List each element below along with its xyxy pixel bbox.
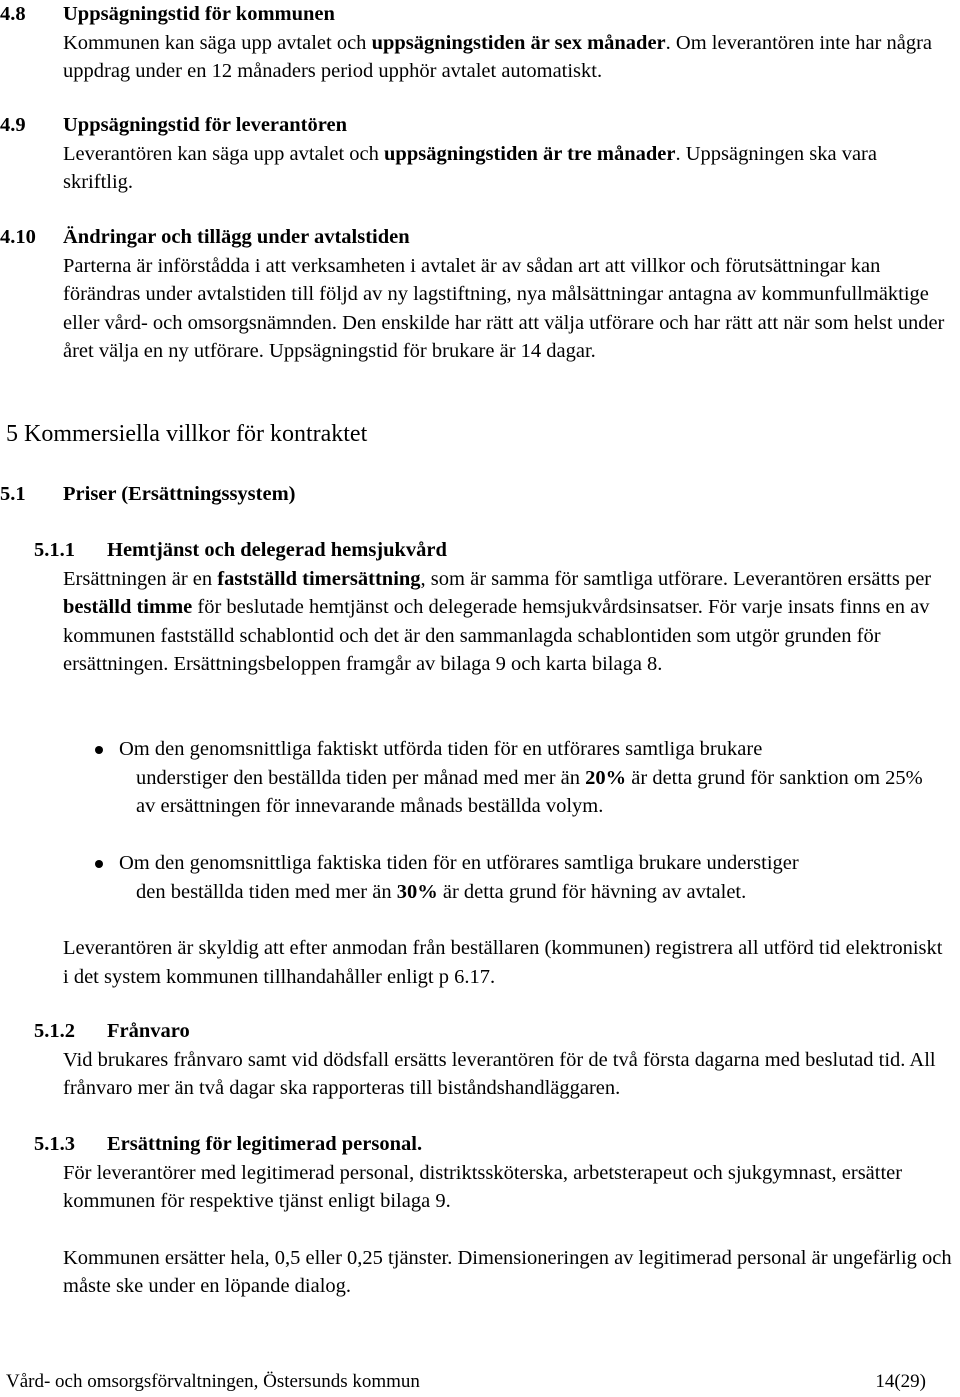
list-item bbox=[95, 735, 925, 821]
paragraph: Leverantören är skyldig att efter anmodan från beställaren (kommunen) registrera all utförd tid elektroniskt i det system kommunen tillhandahåller enligt p 6.17. bbox=[63, 937, 943, 988]
section-5-1 bbox=[0, 480, 960, 509]
chapter-heading: 5 Kommersiella villkor för kontraktet bbox=[6, 421, 368, 447]
text: är detta grund för hävning av avtalet. bbox=[437, 880, 747, 903]
paragraph bbox=[63, 29, 952, 86]
section-number: 4.8 bbox=[0, 3, 26, 25]
paragraph: Parterna är införstådda i att verksamheten i avtalet är av sådan art att villkor och förutsättningar kan förändras under avtalstiden till följd av ny lagstiftning, nya målsättningar antagna av kommunfullmäktige eller vård- och omsorgsnämnden. Den enskilde har rätt att välja utförare och har rätt att när som helst under året välja en ny utförare. Uppsägningstid för brukare är 14 dagar. bbox=[63, 254, 945, 362]
section-heading bbox=[0, 480, 960, 509]
section-heading bbox=[0, 223, 960, 252]
section-number: 5.1.1 bbox=[34, 539, 75, 561]
text-continuation bbox=[136, 878, 925, 907]
paragraph: För leverantörer med legitimerad personal, distriktssköterska, arbetsterapeut och sjukgymnast, ersätter kommunen för respektive tjänst enligt bilaga 9. bbox=[63, 1161, 903, 1212]
text-bold: uppsägningstiden är sex månader bbox=[371, 31, 666, 54]
text: Kommunen kan säga upp avtalet och bbox=[63, 31, 372, 54]
text-bold: 20% bbox=[585, 766, 627, 789]
bullet-dot-icon bbox=[95, 746, 103, 754]
section-5-1-1 bbox=[0, 536, 960, 679]
text-bold: 30% bbox=[396, 880, 438, 903]
text: understiger den beställda tiden per månad med mer än bbox=[136, 766, 586, 789]
section-title: Ersättning för legitimerad personal. bbox=[107, 1133, 423, 1155]
text: är detta grund för sanktion om 25% av ersättningen för innevarande månads beställda volym. bbox=[136, 766, 923, 817]
section-title: Frånvaro bbox=[107, 1020, 190, 1042]
page-footer bbox=[6, 1368, 926, 1397]
section-4-10 bbox=[0, 223, 960, 366]
text: Om den genomsnittliga faktiskt utförda tiden för en utförares samtliga brukare bbox=[119, 738, 763, 760]
section-4-8 bbox=[0, 0, 960, 86]
section-heading bbox=[0, 111, 960, 140]
section-title: Priser (Ersättningssystem) bbox=[63, 483, 296, 505]
section-heading bbox=[0, 1017, 960, 1046]
section-title: Hemtjänst och delegerad hemsjukvård bbox=[107, 539, 447, 561]
section-number: 5.1.3 bbox=[34, 1133, 75, 1155]
section-title: Uppsägningstid för leverantören bbox=[63, 114, 347, 136]
paragraph-block bbox=[0, 934, 960, 991]
section-5-1-2 bbox=[0, 1017, 960, 1103]
text-bold: fastställd timersättning bbox=[217, 567, 421, 590]
text: den beställda tiden med mer än bbox=[136, 880, 397, 903]
footer-organization: Vård- och omsorgsförvaltningen, Östersunds kommun bbox=[6, 1371, 420, 1392]
paragraph bbox=[63, 140, 952, 197]
text-continuation bbox=[136, 764, 925, 821]
page-number: 14(29) bbox=[875, 1371, 926, 1392]
bullet-dot-icon bbox=[95, 860, 103, 868]
section-5-1-3 bbox=[0, 1130, 960, 1301]
section-heading bbox=[0, 536, 960, 565]
paragraph: Kommunen ersätter hela, 0,5 eller 0,25 tjänster. Dimensioneringen av legitimerad personal är ungefärlig och måste ske under en löpande dialog. bbox=[63, 1246, 952, 1297]
section-heading bbox=[0, 0, 960, 29]
section-number: 4.9 bbox=[0, 114, 26, 136]
text: . Uppsägningen ska vara skriftlig. bbox=[63, 142, 877, 193]
text-bold: uppsägningstiden är tre månader bbox=[384, 142, 676, 165]
paragraph: Vid brukares frånvaro samt vid dödsfall ersätts leverantören för de två första dagarna med beslutad tid. All frånvaro mer än två dagar ska rapporteras till biståndshandläggaren. bbox=[63, 1048, 936, 1099]
text: Om den genomsnittliga faktiska tiden för en utförares samtliga brukare understiger bbox=[119, 852, 799, 874]
section-number: 5.1 bbox=[0, 483, 26, 505]
section-number: 4.10 bbox=[0, 226, 36, 248]
section-heading bbox=[0, 1130, 960, 1159]
text: , som är samma för samtliga utförare. Leverantören ersätts per bbox=[420, 567, 932, 590]
text-bold: beställd timme bbox=[63, 596, 193, 618]
text: Leverantören kan säga upp avtalet och bbox=[63, 142, 385, 165]
list-item bbox=[95, 849, 925, 906]
section-4-9 bbox=[0, 111, 960, 197]
text: för beslutade hemtjänst och delegerade hemsjukvårdsinsatser. För varje insats finns en av kommunen fastställd schablontid och det är den sammanlagda schablontiden som utgör grunden för ersättningen. Ersättningsbeloppen framgår av bilaga 9 och karta bilaga 8. bbox=[63, 596, 930, 675]
section-number: 5.1.2 bbox=[34, 1020, 75, 1042]
text: Ersättningen är en bbox=[63, 567, 218, 590]
text: . Om leverantören inte har några uppdrag under en 12 månaders period upphör avtalet automatiskt. bbox=[63, 31, 933, 82]
paragraph bbox=[63, 565, 952, 679]
section-title: Uppsägningstid för kommunen bbox=[63, 3, 335, 25]
section-title: Ändringar och tillägg under avtalstiden bbox=[63, 226, 410, 248]
section-5 bbox=[0, 420, 960, 449]
